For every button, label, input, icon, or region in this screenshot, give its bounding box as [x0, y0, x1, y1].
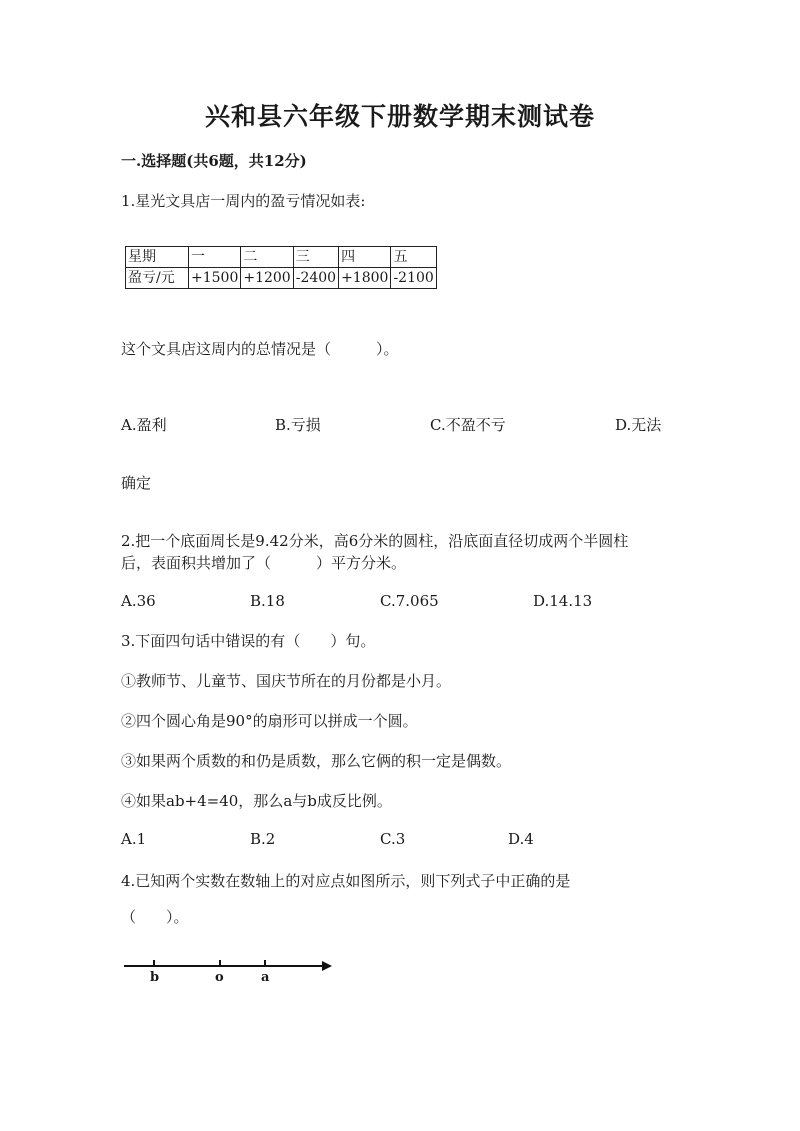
- q2-option-a: A.36: [121, 592, 156, 610]
- table-cell: 一: [189, 247, 241, 268]
- q1-option-b: B.亏损: [275, 416, 321, 434]
- section-heading: 一.选择题(共6题，共12分): [121, 152, 307, 170]
- table-cell: 二: [241, 247, 293, 268]
- q1-question: 这个文具店这周内的总情况是（ ）。: [121, 340, 399, 358]
- q3-statement-4: ④如果ab+4=40，那么a与b成反比例。: [121, 792, 392, 810]
- table-cell: +1800: [339, 268, 391, 289]
- q3-stem: 3.下面四句话中错误的有（ ）句。: [121, 632, 376, 650]
- q2-option-b: B.18: [250, 592, 285, 610]
- table-cell: 盈亏/元: [126, 268, 189, 289]
- q2-option-c: C.7.065: [380, 592, 439, 610]
- table-cell: 三: [293, 247, 338, 268]
- table-cell: 四: [339, 247, 391, 268]
- tick-a: [264, 960, 266, 967]
- table-cell: +1500: [189, 268, 241, 289]
- q3-option-b: B.2: [250, 830, 276, 848]
- table-cell: 星期: [126, 247, 189, 268]
- table-cell: -2100: [391, 268, 436, 289]
- q3-option-a: A.1: [121, 830, 147, 848]
- q4-stem-line1: 4.已知两个实数在数轴上的对应点如图所示，则下列式子中正确的是: [121, 872, 571, 890]
- page-title: 兴和县六年级下册数学期末测试卷: [204, 102, 595, 131]
- q3-statement-2: ②四个圆心角是90°的扇形可以拼成一个圆。: [121, 712, 418, 730]
- table-row: [126, 268, 437, 289]
- q1-option-d: D.无法: [615, 416, 662, 434]
- q3-statement-1: ①教师节、儿童节、国庆节所在的月份都是小月。: [121, 672, 452, 690]
- tick-b: [153, 960, 155, 967]
- table-cell: +1200: [241, 268, 293, 289]
- q2-option-d: D.14.13: [533, 592, 593, 610]
- q1-option-a: A.盈利: [121, 416, 167, 434]
- q3-option-d: D.4: [508, 830, 534, 848]
- table-cell: -2400: [293, 268, 338, 289]
- q2-stem-line1: 2.把一个底面周长是9.42分米，高6分米的圆柱，沿底面直径切成两个半圆柱: [121, 532, 629, 550]
- tick-o: [219, 960, 221, 967]
- q2-stem-line2: 后，表面积共增加了（ ）平方分米。: [121, 554, 407, 572]
- q3-option-c: C.3: [380, 830, 406, 848]
- number-line-label-a: a: [261, 970, 270, 985]
- number-line-figure: [124, 958, 334, 988]
- q4-stem-line2: （ ）。: [121, 908, 189, 926]
- number-line-label-o: o: [215, 970, 224, 985]
- number-line-label-b: b: [150, 970, 160, 985]
- q3-statement-3: ③如果两个质数的和仍是质数，那么它俩的积一定是偶数。: [121, 752, 512, 770]
- q1-stem: 1.星光文具店一周内的盈亏情况如表:: [121, 192, 366, 210]
- q1-option-d-wrap: 确定: [121, 474, 152, 492]
- arrow-right-icon: [322, 961, 332, 971]
- q1-option-c: C.不盈不亏: [430, 416, 506, 434]
- profit-loss-table: [125, 246, 437, 289]
- table-header-row: [126, 247, 437, 268]
- table-cell: 五: [391, 247, 436, 268]
